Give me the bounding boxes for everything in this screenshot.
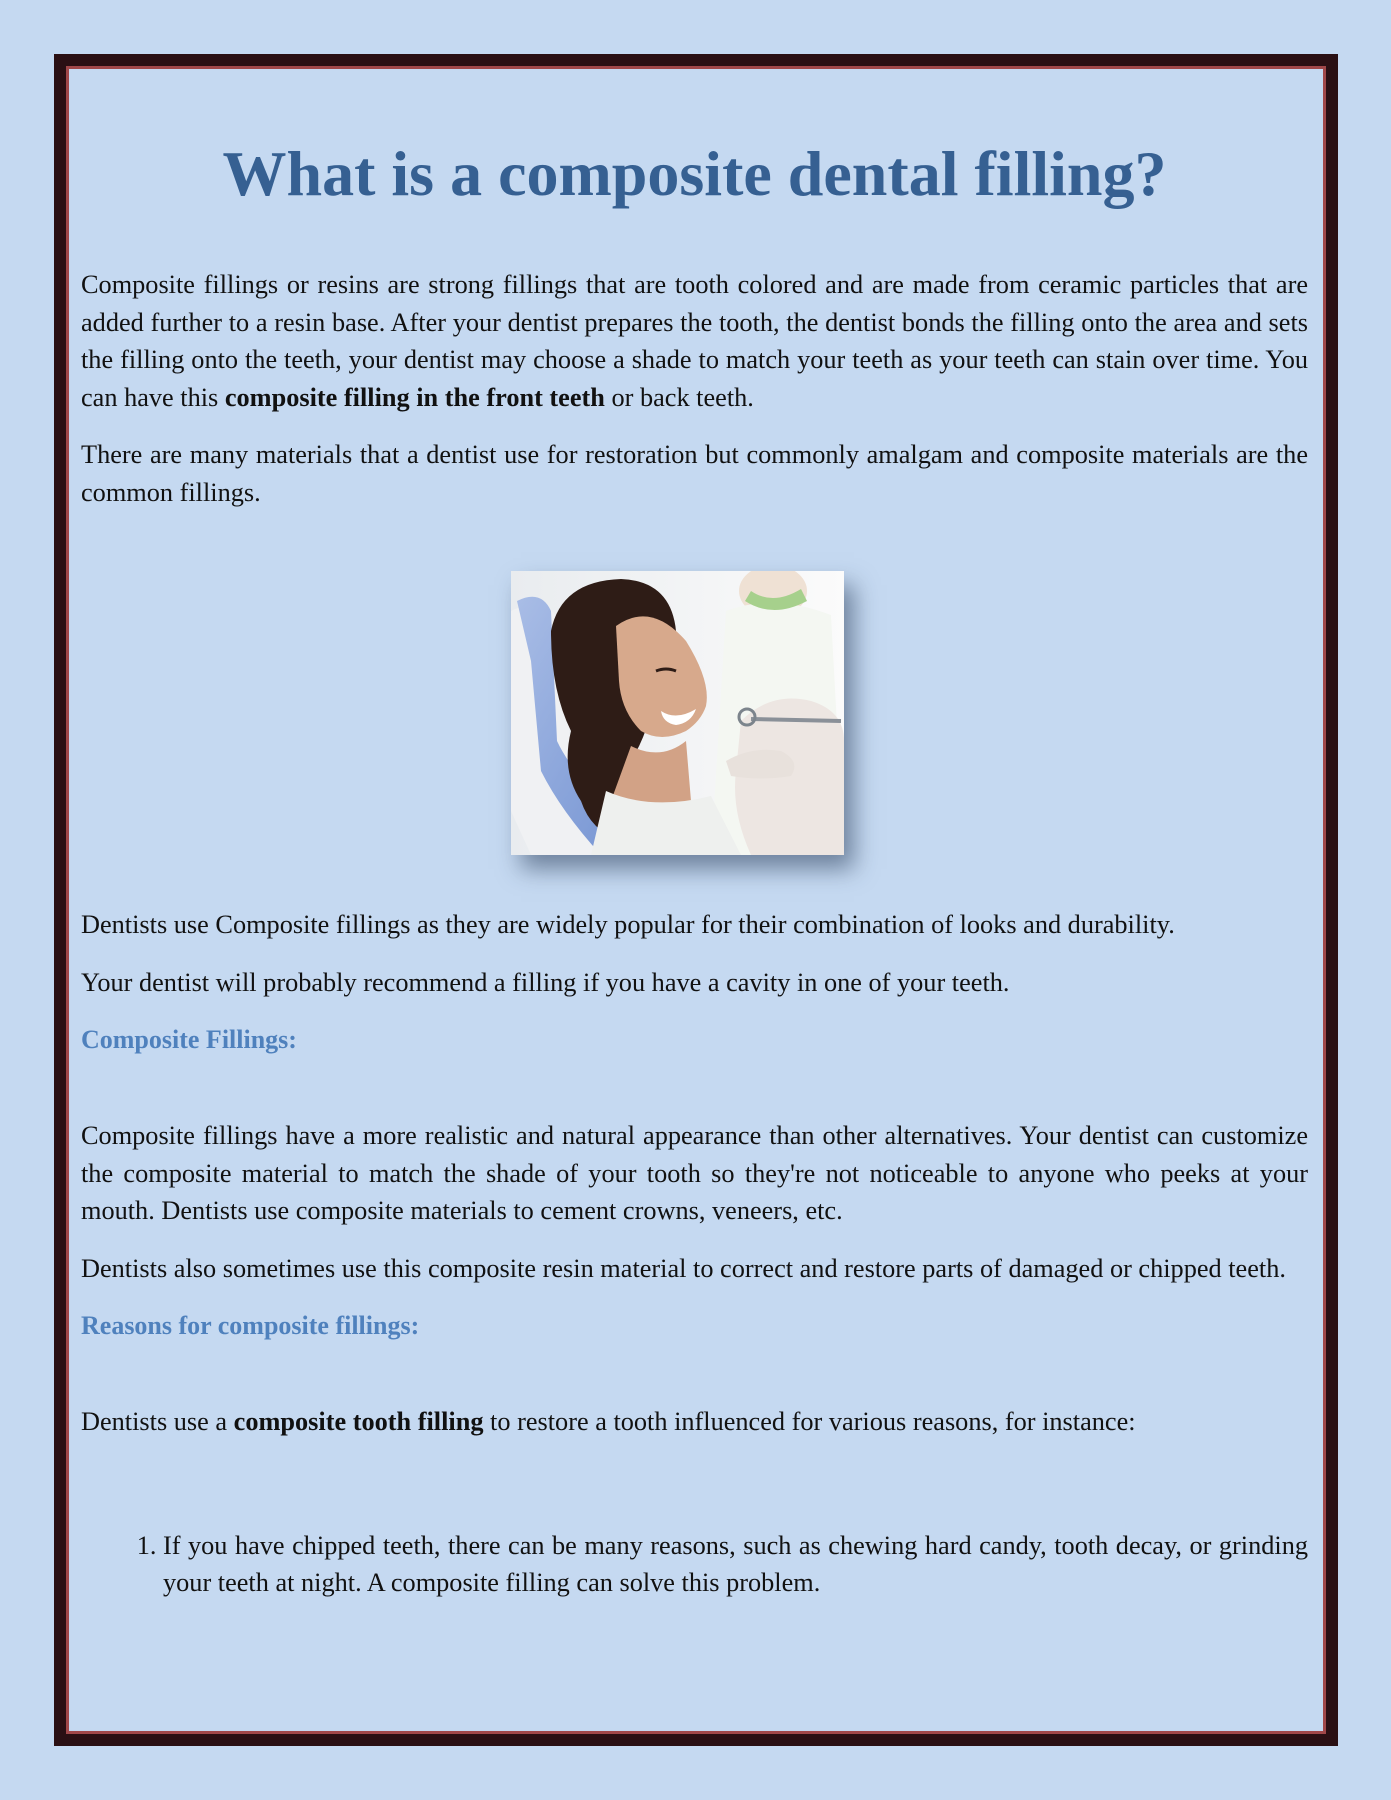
list-item: 1. If you have chipped teeth, there can be many reasons, such as chewing hard candy, tooth decay, or grinding your teeth at night. A composite filling can solve this problem. xyxy=(163,1527,1308,1602)
intro-paragraph-2: There are many materials that a dentist use for restoration but commonly amalgam and composite materials are the common fillings. xyxy=(81,440,1308,507)
document-content xyxy=(81,130,1308,1602)
section2-text-start: Dentists use a xyxy=(81,1407,234,1436)
page-title: What is a composite dental filling? xyxy=(222,138,1167,209)
intro-text-start: Composite fillings or resins are strong fillings that are tooth colored and are made from ceramic particles that are added further to a resin base. After your dentist prepares the tooth, the dentist bonds the filling onto the area and sets the filling onto the teeth, your dentist may choose a shade to match your teeth as your teeth can stain over time. You can have this xyxy=(81,270,1308,412)
section2-text-end: to restore a tooth influenced for various reasons, for instance: xyxy=(483,1407,1136,1436)
section-heading-reasons: Reasons for composite fillings: xyxy=(81,1311,420,1340)
after-image-paragraph-2: Your dentist will probably recommend a filling if you have a cavity in one of your teeth. xyxy=(81,967,1010,997)
section2-paragraph-1 xyxy=(81,1403,1308,1441)
after-image-paragraph-1: Dentists use Composite fillings as they are widely popular for their combination of looks and durability. xyxy=(81,910,1175,939)
section1-paragraph-1: Composite fillings have a more realistic and natural appearance than other alternatives. Your dentist can customize the composite material to match the shade of your tooth so they're not noticeable to anyone who peeks at your mouth. Dentists use composite materials to cement crowns, veneers, etc. xyxy=(81,1121,1308,1225)
dental-patient-photo xyxy=(511,571,844,855)
intro-text-end: or back teeth. xyxy=(604,382,754,412)
intro-paragraph-1 xyxy=(81,266,1308,416)
reasons-list xyxy=(81,1527,1308,1602)
section2-bold-text: composite tooth filling xyxy=(233,1407,484,1436)
section1-paragraph-2: Dentists also sometimes use this composite resin material to correct and restore parts of damaged or chipped teeth. xyxy=(81,1253,1286,1283)
figure-area xyxy=(81,531,1308,906)
intro-bold-link-text: composite filling in the front teeth xyxy=(224,382,605,412)
section-heading-composite-fillings: Composite Fillings: xyxy=(81,1025,297,1054)
